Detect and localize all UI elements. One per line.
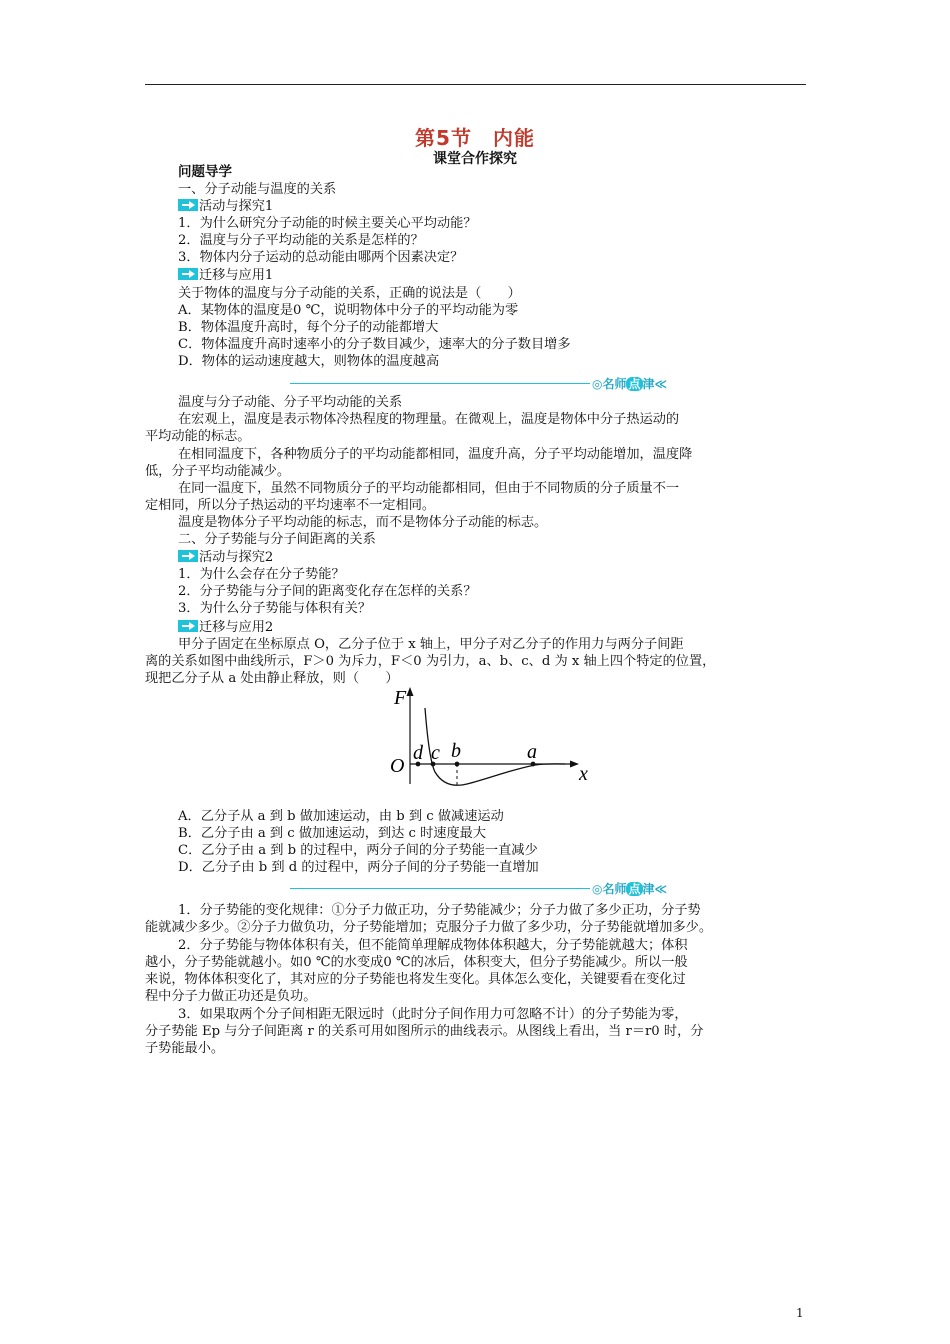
label-b: b [451,740,461,762]
arrow-icon [178,620,198,632]
note-1-line: 在相同温度下，各种物质分子的平均动能都相同，温度升高，分子平均动能增加，温度降 [178,447,693,462]
tip-badge [592,375,702,391]
tip-badge-post: 津≪ [642,377,668,391]
force-distance-figure [385,684,600,790]
tip-badge-pre: ◎名师 [592,377,627,391]
activity-2-text: 活动与探究2 [199,550,274,565]
label-F: F [394,687,407,709]
tip-badge-hl: 点 [628,882,641,896]
option-b: B．乙分子由 a 到 c 做加速运动，到达 c 时速度最大 [178,826,487,841]
note-2-line: 1．分子势能的变化规律：①分子力做正功，分子势能减少；分子力做了多少正功，分子势 [178,903,701,918]
application-2-label [178,619,273,636]
tip-badge [592,880,702,896]
activity-1-text: 活动与探究1 [199,199,274,214]
section-2-heading: 二、分子势能与分子间距离的关系 [178,532,376,547]
application-1-stem: 关于物体的温度与分子动能的关系，正确的说法是（ ） [178,286,521,301]
note-2-line: 越小，分子势能就越小。如0 ℃的水变成0 ℃的冰后，体积变大，但分子势能减少。所以一般 [145,955,688,970]
arrow-icon [178,268,198,280]
activity-1-question: 3．物体内分子运动的总动能由哪两个因素决定？ [178,250,464,265]
application-2-stem: 甲分子固定在坐标原点 O，乙分子位于 x 轴上，甲分子对乙分子的作用力与两分子间距 [178,637,684,652]
label-x: x [579,763,588,785]
activity-1-question: 2．温度与分子平均动能的关系是怎样的？ [178,233,424,248]
arrow-icon [178,199,198,211]
section-1-heading: 一、分子动能与温度的关系 [178,182,337,197]
tip-badge-pre: ◎名师 [592,882,627,896]
tip-separator [290,383,590,384]
option-d: D．乙分子由 b 到 d 的过程中，两分子间的分子势能一直增加 [178,860,539,875]
page-title: 第5节 内能 [415,126,535,150]
application-1-label [178,267,273,284]
f-axis-arrow [407,687,414,696]
note-2-line: 3．如果取两个分子间相距无限远时（此时分子间作用力可忽略不计）的分子势能为零， [178,1007,688,1022]
activity-2-label [178,549,273,566]
page-number: 1 [796,1306,804,1320]
application-2-text: 迁移与应用2 [199,620,274,635]
option-d: D．物体的运动速度越大，则物体的温度越高 [178,354,440,369]
section-guide: 问题导学 [178,164,232,180]
tip-badge-hl: 点 [628,377,641,391]
note-2-line: 分子势能 Ep 与分子间距离 r 的关系可用如图所示的曲线表示。从图线上看出，当 r＝r0 时，分 [145,1024,704,1039]
force-curve [425,708,565,785]
point-b [455,762,460,767]
note-2-line: 子势能最小。 [145,1041,225,1056]
activity-1-question: 1．为什么研究分子动能的时候主要关心平均动能？ [178,216,477,231]
tip-separator [290,888,590,889]
note-1-line: 在同一温度下，虽然不同物质分子的平均动能都相同，但由于不同物质的分子质量不一 [178,481,680,496]
option-a: A．某物体的温度是0 ℃，说明物体中分子的平均动能为零 [178,303,519,318]
page-subtitle: 课堂合作探究 [433,151,517,167]
activity-2-question: 1．为什么会存在分子势能？ [178,567,345,582]
note-1-line: 在宏观上，温度是表示物体冷热程度的物理量。在微观上，温度是物体中分子热运动的 [178,412,680,427]
label-O: O [390,755,405,777]
tip-badge-post: 津≪ [642,882,668,896]
note-2-line: 能就减少多少。②分子力做负功，分子势能增加；克服分子力做了多少功，分子势能就增加多少。 [145,920,713,935]
note-2-line: 来说，物体体积变化了，其对应的分子势能也将发生变化。具体怎么变化，关键要看在变化过 [145,972,686,987]
label-c: c [431,742,440,764]
label-a: a [527,741,537,763]
x-axis-arrow [570,761,579,768]
application-2-stem: 现把乙分子从 a 处由静止释放，则（ ） [145,671,399,686]
note-1-line: 平均动能的标志。 [145,429,251,444]
activity-2-question: 2．分子势能与分子间的距离变化存在怎样的关系？ [178,584,477,599]
note-1-line: 低，分子平均动能减少。 [145,464,291,479]
activity-2-question: 3．为什么分子势能与体积有关？ [178,601,372,616]
note-1-line: 温度是物体分子平均动能的标志，而不是物体分子动能的标志。 [178,515,548,530]
label-d: d [413,742,423,764]
note-2-line: 2．分子势能与物体体积有关，但不能简单理解成物体体积越大，分子势能就越大；体积 [178,938,688,953]
arrow-icon [178,550,198,562]
note-1-line: 定相同，所以分子热运动的平均速率不一定相同。 [145,498,436,513]
note-1-heading: 温度与分子动能、分子平均动能的关系 [178,395,403,410]
option-a: A．乙分子从 a 到 b 做加速运动，由 b 到 c 做减速运动 [178,809,504,824]
note-2-line: 程中分子力做正功还是负功。 [145,989,317,1004]
header-rule [145,84,806,85]
activity-1-label [178,198,273,215]
application-2-stem: 离的关系如图中曲线所示，F＞0 为斥力，F＜0 为引力，a、b、c、d 为 x 轴上四个特定的位置， [145,654,716,669]
option-c: C．乙分子由 a 到 b 的过程中，两分子间的分子势能一直减少 [178,843,538,858]
application-1-text: 迁移与应用1 [199,268,274,283]
option-b: B．物体温度升高时，每个分子的动能都增大 [178,320,439,335]
option-c: C．物体温度升高时速率小的分子数目减少，速率大的分子数目增多 [178,337,571,352]
